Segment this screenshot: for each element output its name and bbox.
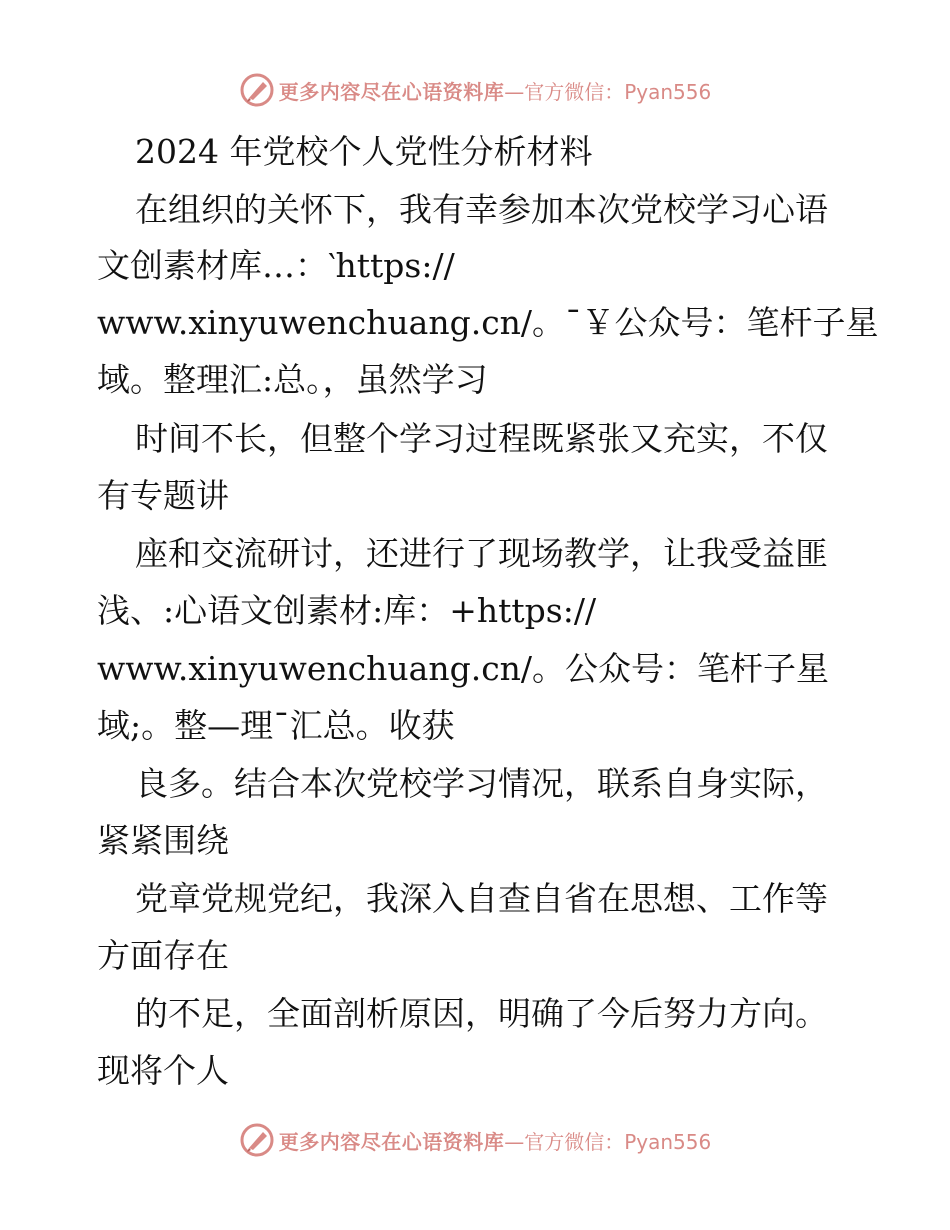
banner-text: 更多内容尽在心语资料库 [278,1129,505,1154]
text-line: 有专题讲 [97,476,229,515]
text-line: 紧紧围绕 [97,821,229,860]
text-line: 的不足，全面剖析原因，明确了今后努力方向。 [135,994,828,1033]
pen-logo-icon [239,72,275,108]
text-line: 在组织的关怀下，我有幸参加本次党校学习心语 [135,190,828,229]
text-line: 方面存在 [97,936,229,975]
banner-text: 更多内容尽在心语资料库 [278,79,505,104]
text-line: 座和交流研讨，还进行了现场教学，让我受益匪 [135,534,828,573]
text-line: www.xinyuwenchuang.cn/。公众号：笔杆子星 [97,649,830,688]
banner-contact: —官方微信：Pyan556 [504,1129,712,1154]
text-line: 域。整理汇:总。，虽然学习 [97,360,488,399]
header-banner [0,70,950,110]
text-line: 党章党规党纪，我深入自查自省在思想、工作等 [135,879,828,918]
text-line: 文创素材库…：‵https:// [97,246,455,285]
text-line: 浅、:心语文创素材:库：+https:// [97,591,597,630]
footer-banner [0,1120,950,1160]
banner-contact: —官方微信：Pyan556 [504,79,712,104]
text-line: 良多。结合本次党校学习情况，联系自身实际， [135,764,828,803]
text-line: 域;。整—理¯汇总。收获 [97,706,455,745]
document-title: 2024 年党校个人党性分析材料 [135,132,593,171]
text-line: 时间不长，但整个学习过程既紧张又充实，不仅 [135,419,828,458]
pen-logo-icon [239,1122,275,1158]
text-line: www.xinyuwenchuang.cn/。¯￥公众号：笔杆子星 [97,303,879,342]
text-line: 现将个人 [97,1051,229,1090]
